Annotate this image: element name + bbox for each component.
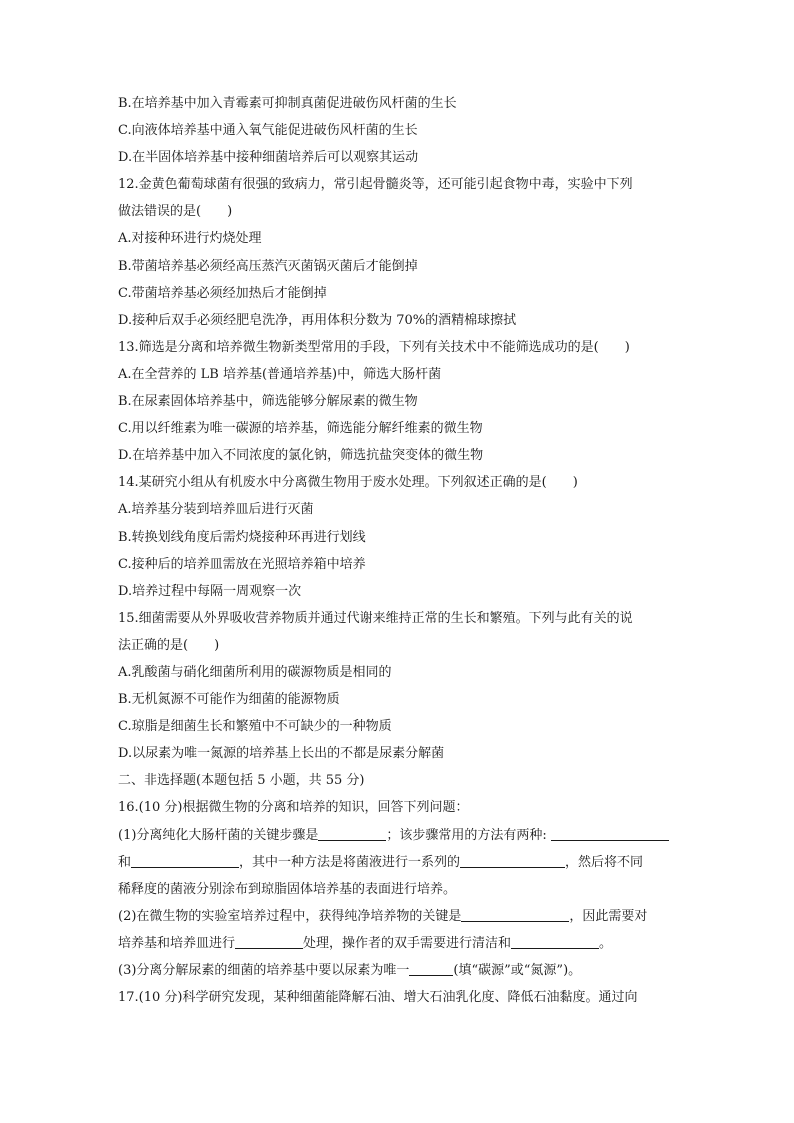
q16-part2-line1 <box>118 903 684 930</box>
answer-blank[interactable] <box>460 853 565 868</box>
q11-option-d: D.在半固体培养基中接种细菌培养后可以观察其运动 <box>118 150 419 166</box>
q16-part1-text-c: 和 <box>118 854 132 870</box>
q12-stem-line1: 12.金黄色葡萄球菌有很强的致病力，常引起骨髓炎等，还可能引起食物中毒，实验中下列 <box>118 177 633 193</box>
q13-stem: 13.筛选是分离和培养微生物新类型常用的手段，下列有关技术中不能筛选成功的是( ) <box>118 339 630 355</box>
q14-stem: 14.某研究小组从有机废水中分离微生物用于废水处理。下列叙述正确的是( ) <box>118 475 578 491</box>
q15-option-c: C.琼脂是细菌生长和繁殖中不可缺少的一种物质 <box>118 719 392 735</box>
q16-part3-text-a: (3)分离分解尿素的细菌的培养基中要以尿素为唯一 <box>118 963 410 978</box>
q13-option-b: B.在尿素固体培养基中，筛选能够分解尿素的微生物 <box>118 394 418 410</box>
q16-part2-text-a: (2)在微生物的实验室培养过程中，获得纯净培养物的关键是 <box>118 908 462 924</box>
q12-option-c: C.带菌培养基必须经加热后才能倒掉 <box>118 285 327 301</box>
q12-stem-line2: 做法错误的是( ) <box>118 204 233 220</box>
q13-option-c: C.用以纤维素为唯一碳源的培养基，筛选能分解纤维素的微生物 <box>118 421 483 437</box>
q12-option-b: B.带菌培养基必须经高压蒸汽灭菌锅灭菌后才能倒掉 <box>118 258 418 274</box>
q16-part1-line1 <box>118 822 684 849</box>
q16-part2-text-c: 培养基和培养皿进行 <box>118 935 236 951</box>
q15-stem-line2: 法正确的是( ) <box>118 637 220 653</box>
answer-blank[interactable] <box>511 934 599 949</box>
q14-option-d: D.培养过程中每隔一周观察一次 <box>118 583 302 599</box>
q14-option-b: B.转换划线角度后需灼烧接种环再进行划线 <box>118 529 366 545</box>
q16-part1-text-a: (1)分离纯化大肠杆菌的关键步骤是 <box>118 827 319 843</box>
q17-stem: 17.(10 分)科学研究发现，某种细菌能降解石油、增大石油乳化度、降低石油黏度。通过向 <box>118 990 638 1006</box>
q13-option-d: D.在培养基中加入不同浓度的氯化钠，筛选抗盐突变体的微生物 <box>118 448 484 464</box>
q16-part1-text-b: ；该步骤常用的方法有两种: <box>386 827 551 843</box>
q16-part3-text-b: (填“碳源”或“氮源”)。 <box>453 963 582 978</box>
q16-part1-line2 <box>118 849 684 876</box>
answer-blank[interactable] <box>551 826 669 841</box>
q16-part1-line3: 稀释度的菌液分别涂布到琼脂固体培养基的表面进行培养。 <box>118 881 457 897</box>
q15-option-b: B.无机氮源不可能作为细菌的能源物质 <box>118 692 340 708</box>
section-heading-nonchoice: 二、非选择题(本题包括 5 小题，共 55 分) <box>118 773 365 789</box>
q14-option-a: A.培养基分装到培养皿后进行灭菌 <box>118 502 314 518</box>
answer-blank[interactable] <box>318 826 386 841</box>
q11-option-c: C.向液体培养基中通入氧气能促进破伤风杆菌的生长 <box>118 123 418 139</box>
answer-blank[interactable] <box>235 934 303 949</box>
q16-part2-text-e: 。 <box>599 935 613 951</box>
q16-part2-text-b: ，因此需要对 <box>569 908 648 924</box>
q15-option-a: A.乳酸菌与硝化细菌所利用的碳源物质是相同的 <box>118 664 392 680</box>
q13-option-a: A.在全营养的 LB 培养基(普通培养基)中，筛选大肠杆菌 <box>118 366 442 382</box>
answer-blank[interactable] <box>131 853 239 868</box>
q16-part2-line2 <box>118 930 684 957</box>
q16-part1-text-d: ，其中一种方法是将菌液进行一系列的 <box>239 854 461 870</box>
q12-option-a: A.对接种环进行灼烧处理 <box>118 231 262 247</box>
answer-blank[interactable] <box>461 907 569 922</box>
q12-option-d: D.接种后双手必须经肥皂洗净，再用体积分数为 70%的酒精棉球擦拭 <box>118 312 517 328</box>
q14-option-c: C.接种后的培养皿需放在光照培养箱中培养 <box>118 556 366 572</box>
q16-part1-text-e: ，然后将不同 <box>565 854 644 870</box>
q15-option-d: D.以尿素为唯一氮源的培养基上长出的不都是尿素分解菌 <box>118 746 445 762</box>
answer-blank[interactable] <box>409 961 453 976</box>
exam-page <box>118 90 684 1011</box>
q16-part3-line1 <box>118 957 684 984</box>
q16-stem: 16.(10 分)根据微生物的分离和培养的知识，回答下列问题： <box>118 800 469 816</box>
q16-part2-text-d: 处理，操作者的双手需要进行清洁和 <box>303 935 512 951</box>
q11-option-b: B.在培养基中加入青霉素可抑制真菌促进破伤风杆菌的生长 <box>118 96 457 111</box>
q15-stem-line1: 15.细菌需要从外界吸收营养物质并通过代谢来维持正常的生长和繁殖。下列与此有关的说 <box>118 610 633 626</box>
